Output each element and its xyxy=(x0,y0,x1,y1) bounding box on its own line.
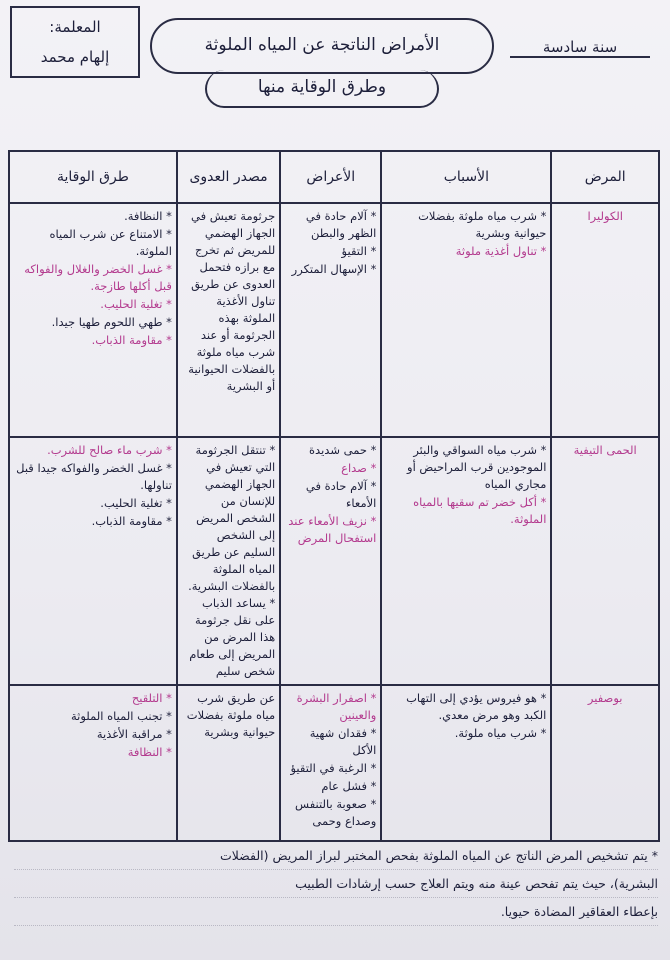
symptoms-cell xyxy=(280,203,381,437)
header-causes: الأسباب xyxy=(381,151,551,203)
list-item: * شرب مياه ملوثة بفضلات حيوانية وبشرية xyxy=(418,209,547,240)
list-item: * تغلية الحليب. xyxy=(100,496,172,510)
list-item: * مقاومة الذباب. xyxy=(91,333,172,347)
list-item: * نزيف الأمعاء عند استفحال المرض xyxy=(288,514,377,545)
list-item: * شرب مياه السواقي والبئر الموجودين قرب المراحيض أو مجاري المياه xyxy=(407,443,547,491)
symptoms-cell xyxy=(280,685,381,841)
diseases-table xyxy=(8,150,660,842)
teacher-box xyxy=(10,6,140,78)
causes-cell xyxy=(381,203,551,437)
disease-name: الحمى التيفية xyxy=(551,437,659,685)
note-line: البشرية)، حيث يتم تفحص عينة منه ويتم العلاج حسب إرشادات الطبيب xyxy=(14,870,658,898)
page-title: الأمراض الناتجة عن المياه الملوثة xyxy=(150,18,494,74)
list-item: * هو فيروس يؤدي إلى التهاب الكبد وهو مرض معدي. xyxy=(406,691,547,722)
teacher-label: المعلمة: xyxy=(49,18,101,36)
list-item: * النظافة. xyxy=(124,209,172,223)
prevention-cell xyxy=(9,203,177,437)
disease-name: الكوليرا xyxy=(551,203,659,437)
list-item: * مراقبة الأغذية xyxy=(96,727,172,741)
list-item: * تجنب المياه الملوثة xyxy=(70,709,172,723)
list-item: * تغلية الحليب. xyxy=(100,297,172,311)
list-item: * الرغبة في التقيؤ xyxy=(290,761,377,775)
source-cell: عن طريق شرب مياه ملوثة بفضلات حيوانية وبشرية xyxy=(177,685,280,841)
list-item: * غسل الخضر والفواكه جيدا قبل تناولها. xyxy=(16,461,172,492)
header-source: مصدر العدوى xyxy=(177,151,280,203)
list-item: * طهي اللحوم طهيا جيدا. xyxy=(51,315,172,329)
list-item: * حمى شديدة xyxy=(309,443,377,457)
prevention-cell xyxy=(9,437,177,685)
header-symptoms: الأعراض xyxy=(280,151,381,203)
list-item: * أكل خضر تم سقيها بالمياه الملوثة. xyxy=(413,495,547,526)
note-line: بإعطاء العقاقير المضادة حيويا. xyxy=(14,898,658,926)
list-item: * اصفرار البشرة والعينين xyxy=(296,691,377,722)
symptoms-cell xyxy=(280,437,381,685)
list-item: * فشل عام xyxy=(321,779,377,793)
causes-cell xyxy=(381,685,551,841)
note-line: * يتم تشخيص المرض الناتج عن المياه الملوثة بفحص المختبر لبراز المريض (الفضلات xyxy=(14,842,658,870)
list-item: * الامتناع عن شرب المياه الملوثة. xyxy=(49,227,172,258)
grade-label: سنة سادسة xyxy=(510,38,650,58)
header-disease: المرض xyxy=(551,151,659,203)
table-row xyxy=(9,203,659,437)
prevention-cell xyxy=(9,685,177,841)
causes-cell xyxy=(381,437,551,685)
source-cell: * تنتقل الجرثومة التي تعيش في الجهاز الهضمي للإنسان من الشخص المريض إلى الشخص السليم عن طريق المياه الملوثة بالفضلات البشرية. * يساعد الذباب على نقل جرثومة هذا المرض من المريض إلى طعام شخص سليم xyxy=(177,437,280,685)
header-prevention: طرق الوقاية xyxy=(9,151,177,203)
list-item: * الإسهال المتكرر xyxy=(291,262,377,276)
teacher-name: إلهام محمد xyxy=(40,48,110,66)
list-item: * غسل الخضر والغلال والفواكه قبل أكلها طازجة. xyxy=(24,262,172,293)
list-item: * شرب مياه ملوثة. xyxy=(454,726,547,740)
table-header-row xyxy=(9,151,659,203)
page-subtitle: وطرق الوقاية منها xyxy=(205,70,439,108)
list-item: * تناول أغذية ملوثة xyxy=(455,244,547,258)
source-cell: جرثومة تعيش في الجهاز الهضمي للمريض ثم تخرج مع برازه فتحمل العدوى عن طريق تناول الأغذية الملوثة بهذه الجرثومة أو عند شرب مياه ملوثة بالفضلات الحيوانية أو البشرية xyxy=(177,203,280,437)
list-item: * فقدان شهية الأكل xyxy=(309,726,377,757)
list-item: * مقاومة الذباب. xyxy=(91,514,172,528)
list-item: * التلقيح xyxy=(131,691,172,705)
list-item: * شرب ماء صالح للشرب. xyxy=(47,443,172,457)
list-item: * النظافة xyxy=(127,745,172,759)
diagnosis-note xyxy=(14,842,658,926)
table-row xyxy=(9,437,659,685)
list-item: * صداع xyxy=(341,461,377,475)
disease-name: بوصفير xyxy=(551,685,659,841)
list-item: * التقيؤ xyxy=(341,244,377,258)
list-item: * آلام حادة في الأمعاء xyxy=(305,479,377,510)
table-row xyxy=(9,685,659,841)
list-item: * آلام حادة في الظهر والبطن xyxy=(305,209,377,240)
list-item: * صعوبة بالتنفس وصداع وحمى xyxy=(295,797,377,828)
